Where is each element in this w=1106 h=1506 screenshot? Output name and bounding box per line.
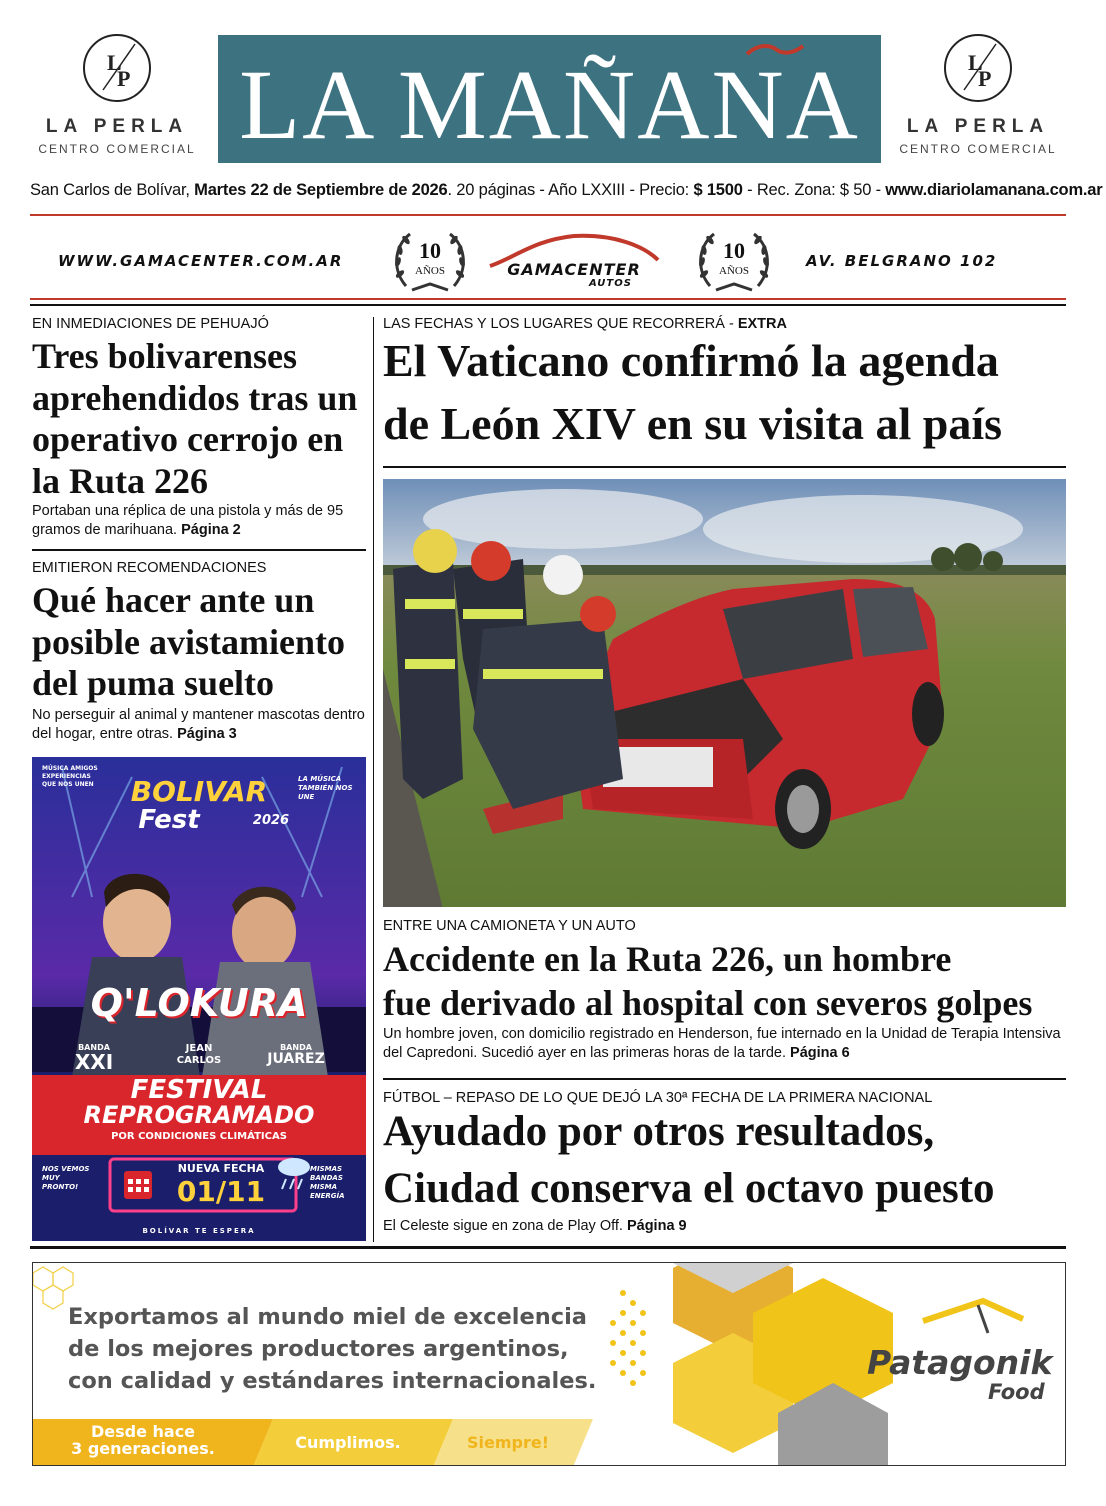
new-date: 01/11 bbox=[176, 1175, 266, 1208]
main-headline-line2[interactable]: de León XIV en su visita al país bbox=[383, 398, 1003, 449]
anniversary-number: 10 bbox=[419, 238, 441, 263]
story-kicker: FÚTBOL – REPASO DE LO QUE DEJÓ LA 30ª FECHA DE LA PRIMERA NACIONAL bbox=[383, 1090, 933, 1106]
story-separator bbox=[383, 466, 1066, 468]
story-headline[interactable]: Qué hacer ante un posible avistamiento del puma suelto bbox=[32, 580, 346, 703]
lp-monogram-icon bbox=[83, 34, 151, 102]
festival-tagline-right: LA MÚSICA TAMBIÉN NOS UNE bbox=[298, 775, 353, 801]
anniversary-text: AÑOS bbox=[719, 265, 749, 277]
festival-headliner: Q'LOKURA bbox=[90, 981, 308, 1025]
story-headline-line1[interactable]: Accidente en la Ruta 226, un hombre bbox=[383, 939, 952, 979]
la-perla-logo-left bbox=[27, 34, 207, 156]
festival-notice-line2: REPROGRAMADO bbox=[83, 1101, 315, 1129]
band3-name: JUAREZ bbox=[267, 1051, 325, 1067]
dateline-rec: - Rec. Zona: $ 50 - bbox=[742, 181, 886, 199]
bottom-rule bbox=[30, 1246, 1066, 1249]
strip-cumplimos: Cumplimos. bbox=[295, 1433, 401, 1452]
strip-generations-line2: 3 generaciones. bbox=[71, 1439, 215, 1458]
svg-text:L: L bbox=[107, 50, 122, 75]
la-perla-name: LA PERLA bbox=[906, 116, 1050, 137]
story-headline-line2[interactable]: fue derivado al hospital con severos golpes bbox=[383, 983, 1033, 1023]
story-deck-text: El Celeste sigue en zona de Play Off. bbox=[383, 1218, 627, 1234]
main-kicker-extra: EXTRA bbox=[737, 316, 787, 332]
dateline bbox=[30, 181, 1103, 200]
column-divider bbox=[373, 317, 374, 1242]
story-headline-line2[interactable]: Ciudad conserva el octavo puesto bbox=[383, 1165, 995, 1212]
strip-generations bbox=[53, 1423, 233, 1457]
story-headline-line1[interactable]: Ayudado por otros resultados, bbox=[383, 1108, 935, 1155]
patagonik-food: Food bbox=[988, 1380, 1045, 1404]
strip-siempre: Siempre! bbox=[466, 1433, 550, 1452]
dateline-price: $ 1500 bbox=[693, 181, 743, 199]
band3-label: BANDA bbox=[280, 1043, 312, 1052]
ad-copy-line3: con calidad y estándares internacionales. bbox=[68, 1368, 597, 1394]
gamacenter-autos: AUTOS bbox=[589, 278, 632, 289]
ad-band-rule-red bbox=[30, 298, 1066, 300]
story-separator bbox=[383, 1078, 1066, 1080]
story-page-link[interactable]: Página 3 bbox=[177, 726, 237, 742]
band2-name: CARLOS bbox=[176, 1055, 222, 1066]
festival-name: BOLIVAR bbox=[130, 775, 268, 808]
story-page-link[interactable]: Página 9 bbox=[626, 1218, 687, 1234]
story-deck bbox=[383, 1025, 1068, 1063]
ad-copy-line2: de los mejores productores argentinos, bbox=[68, 1336, 569, 1362]
accident-photo bbox=[383, 479, 1066, 907]
band1-name: XXI bbox=[74, 1050, 114, 1074]
story-deck bbox=[32, 502, 370, 540]
anniversary-badge bbox=[696, 226, 772, 298]
festival-footer: BOLÍVAR TE ESPERA bbox=[142, 1227, 256, 1235]
festival-side-right: MISMAS BANDAS MISMA ENERGÍA bbox=[310, 1165, 345, 1200]
festival-notice-line3: POR CONDICIONES CLIMÁTICAS bbox=[111, 1131, 287, 1142]
la-perla-logo-right bbox=[888, 34, 1068, 156]
story-kicker: EMITIERON RECOMENDACIONES bbox=[32, 560, 267, 576]
band1-label: BANDA bbox=[78, 1043, 110, 1052]
dateline-website-link[interactable]: www.diariolamanana.com.ar bbox=[885, 181, 1103, 199]
masthead bbox=[218, 35, 881, 163]
story-deck-text: No perseguir al animal y mantener mascotas dentro del hogar, entre otras. bbox=[32, 707, 365, 742]
gamacenter-address: AV. BELGRANO 102 bbox=[806, 252, 998, 270]
patagonik-ad-copy bbox=[68, 1301, 628, 1397]
la-perla-subtitle: CENTRO COMERCIAL bbox=[899, 142, 1057, 156]
story-page-link[interactable]: Página 2 bbox=[181, 522, 241, 538]
story-kicker: ENTRE UNA CAMIONETA Y UN AUTO bbox=[383, 918, 636, 934]
band2-label: JEAN bbox=[185, 1043, 213, 1054]
la-perla-subtitle: CENTRO COMERCIAL bbox=[38, 142, 196, 156]
newspaper-title: LA MAÑANA bbox=[239, 49, 860, 160]
header-rule bbox=[30, 214, 1066, 216]
story-separator bbox=[32, 549, 366, 551]
dateline-city: San Carlos de Bolívar, bbox=[30, 181, 195, 199]
svg-text:P: P bbox=[978, 66, 992, 91]
festival-tagline-left: MÚSICA AMIGOS EXPERIENCIAS QUE NOS UNEN bbox=[42, 765, 98, 788]
gamacenter-logo bbox=[484, 230, 664, 292]
ad-band-rule-black bbox=[30, 304, 1066, 306]
story-deck-text: Portaban una réplica de una pistola y más de 95 gramos de marihuana. bbox=[32, 503, 344, 538]
ad-copy-line1: Exportamos al mundo miel de excelencia bbox=[68, 1304, 587, 1330]
anniversary-number: 10 bbox=[723, 238, 745, 263]
new-date-label: NUEVA FECHA bbox=[177, 1162, 265, 1175]
festival-fest: Fest bbox=[138, 805, 200, 835]
story-kicker: EN INMEDIACIONES DE PEHUAJÓ bbox=[32, 316, 269, 332]
festival-side-left: NOS VEMOS MUY PRONTO! bbox=[42, 1165, 90, 1191]
story-page-link[interactable]: Página 6 bbox=[790, 1045, 850, 1061]
story-deck bbox=[383, 1217, 1068, 1236]
main-headline-line1[interactable]: El Vaticano confirmó la agenda bbox=[383, 335, 999, 386]
svg-text:P: P bbox=[117, 66, 131, 91]
svg-text:L: L bbox=[968, 50, 983, 75]
festival-year: 2026 bbox=[252, 813, 290, 828]
lp-monogram-icon bbox=[944, 34, 1012, 102]
story-deck bbox=[32, 706, 370, 744]
main-kicker-text: LAS FECHAS Y LOS LUGARES QUE RECORRERÁ - bbox=[383, 316, 738, 332]
la-perla-name: LA PERLA bbox=[45, 116, 189, 137]
patagonik-ad[interactable] bbox=[32, 1262, 1066, 1466]
strip-generations-line1: Desde hace bbox=[90, 1422, 196, 1441]
dateline-pages: . 20 páginas - Año LXXIII - Precio: bbox=[447, 181, 694, 199]
gamacenter-name: GAMACENTER bbox=[507, 260, 641, 279]
festival-notice-line1: FESTIVAL bbox=[130, 1075, 268, 1105]
dateline-date: Martes 22 de Septiembre de 2026 bbox=[194, 181, 448, 199]
accident-scene-image bbox=[383, 479, 1066, 907]
story-deck-text: Un hombre joven, con domicilio registrado en Henderson, fue internado en la Unidad de Terapia Intensiva del Capredoni. Sucedió ayer en las primeras horas de la tarde. bbox=[383, 1026, 1061, 1061]
anniversary-badge bbox=[392, 226, 468, 298]
gamacenter-url[interactable]: WWW.GAMACENTER.COM.AR bbox=[58, 252, 344, 270]
patagonik-brand: Patagonik bbox=[867, 1343, 1053, 1382]
anniversary-text: AÑOS bbox=[415, 265, 445, 277]
story-headline[interactable]: Tres bolivarenses aprehendidos tras un operativo cerrojo en la Ruta 226 bbox=[32, 336, 358, 501]
festival-ad[interactable] bbox=[32, 757, 366, 1241]
